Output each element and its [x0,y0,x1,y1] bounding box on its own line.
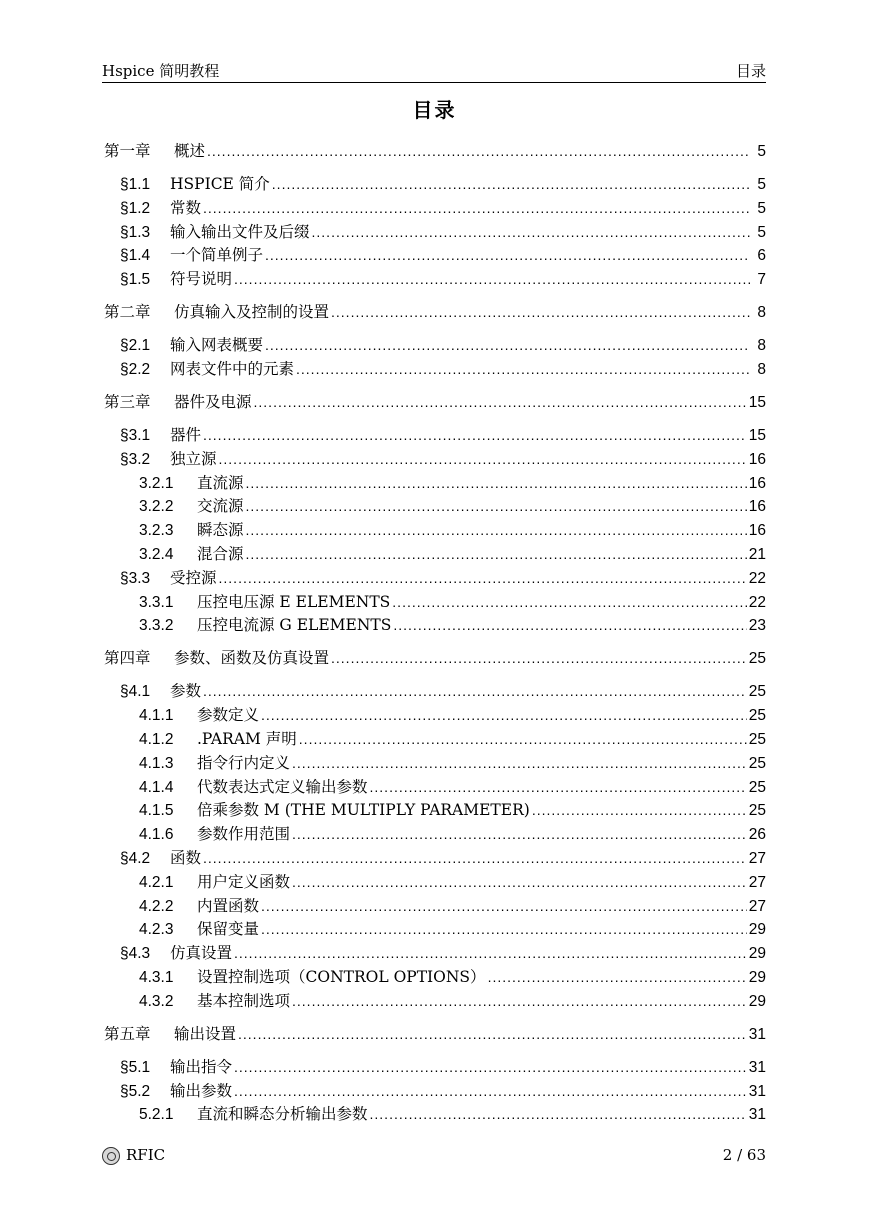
toc-dot-leader [246,519,747,541]
toc-entry-title: 指令行内定义 [197,753,291,772]
toc-entry-number: 4.1.5 [139,802,174,820]
header-doc-title: Hspice 简明教程 [102,62,220,80]
toc-dot-leader [207,140,750,162]
toc-entry-number: 5.2.1 [139,1106,174,1124]
toc-entry-title: 设置控制选项（CONTROL OPTIONS） [197,968,486,986]
toc-entry-page: 16 [748,522,766,540]
toc-entry-number: 第二章 [104,303,151,322]
toc-dot-leader [246,472,747,494]
toc-entry-page: 16 [748,450,766,468]
toc-entry-title: 直流源 [197,473,244,492]
toc-entry-page: 25 [748,650,766,668]
toc-entry-title: 交流源 [197,497,244,516]
toc-entry-page: 8 [757,337,766,355]
toc-entry-page: 15 [748,427,766,444]
toc-entry-title: 用户定义函数 [197,872,291,891]
toc-dot-leader [261,704,747,726]
toc-entry[interactable] [104,140,766,162]
toc-entry-page: 29 [748,969,766,986]
toc-entry[interactable] [104,776,766,798]
toc-entry-page: 16 [748,498,766,516]
toc-entry-page: 27 [748,873,766,891]
toc-entry-page: 8 [757,304,766,322]
toc-dot-leader [299,728,747,750]
toc-entry-title: 网表文件中的元素 [170,360,295,378]
toc-entry-page: 22 [748,569,766,587]
toc-dot-leader [203,424,747,446]
toc-dot-leader [331,301,750,323]
toc-entry-number: §2.1 [120,337,151,355]
toc-entry-number: 4.1.1 [139,707,174,725]
toc-entry[interactable] [104,543,766,565]
toc-entry-title: .PARAM 声明 [197,730,297,748]
toc-entry-title: 一个简单例子 [170,246,264,265]
toc-entry-number: 4.3.2 [139,992,174,1010]
toc-dot-leader [296,358,750,380]
toc-entry[interactable] [104,268,766,290]
toc-entry-title: 瞬态源 [197,521,244,540]
toc-dot-leader [370,776,747,798]
toc-entry-title: 输入输出文件及后缀 [170,222,310,241]
toc-entry-title: 参数 [170,682,202,701]
toc-entry-number: §1.2 [120,199,151,217]
toc-entry[interactable] [104,495,766,517]
toc-entry-title: 符号说明 [170,270,233,289]
toc-entry-page: 27 [748,850,766,867]
toc-entry[interactable] [104,244,766,266]
toc-entry[interactable] [104,847,766,869]
toc-entry-title: 器件及电源 [174,393,252,411]
toc-entry-number: §5.2 [120,1082,151,1100]
page-title: 目录 [412,98,457,122]
toc-entry-number: 4.2.2 [139,897,174,915]
header-section-title: 目录 [735,62,766,80]
toc-entry[interactable] [104,301,766,323]
toc-dot-leader [370,1103,747,1125]
toc-entry[interactable] [104,647,766,669]
toc-entry-number: §4.1 [120,683,151,701]
toc-dot-leader [203,847,747,869]
toc-entry-title: 压控电压源 E ELEMENTS [197,592,391,611]
toc-dot-leader [272,173,750,195]
toc-entry[interactable] [104,918,766,940]
toc-entry-page: 26 [748,826,766,844]
toc-entry-number: 3.2.3 [139,522,174,540]
toc-entry[interactable] [104,448,766,470]
toc-entry-number: 第四章 [104,649,151,668]
toc-entry[interactable] [104,966,766,988]
toc-entry-title: 参数定义 [197,706,260,725]
toc-entry-page: 22 [748,593,766,611]
toc-entry-number: 4.2.3 [139,921,174,939]
toc-entry-page: 31 [748,1058,766,1076]
toc-entry[interactable] [104,728,766,750]
toc-entry[interactable] [104,173,766,195]
toc-entry-title: 保留变量 [197,920,260,939]
toc-dot-leader [392,591,746,613]
toc-entry-number: 4.1.6 [139,826,174,844]
toc-entry-number: 第一章 [104,142,151,160]
toc-entry-page: 5 [757,223,766,241]
toc-entry-title: 内置函数 [197,896,260,915]
toc-entry-title: 器件 [170,426,202,444]
toc-dot-leader [265,244,750,266]
toc-entry-title: 混合源 [197,545,244,563]
toc-entry-title: 受控源 [170,568,217,587]
toc-entry[interactable] [104,704,766,726]
toc-dot-leader [292,823,747,845]
rfic-logo-icon [102,1147,120,1165]
footer-page-number: 2 / 63 [722,1146,766,1164]
toc-dot-leader [261,895,747,917]
toc-entry[interactable] [104,895,766,917]
toc-entry-page: 15 [748,394,766,411]
toc-entry[interactable] [104,1023,766,1045]
toc-entry-page: 29 [748,992,766,1010]
toc-entry-page: 25 [748,683,766,701]
toc-entry-title: 参数、函数及仿真设置 [174,649,330,668]
toc-entry-number: §1.1 [120,176,151,193]
toc-dot-leader [265,334,750,356]
toc-entry-page: 5 [757,199,766,217]
toc-entry-title: 输出设置 [174,1024,237,1043]
toc-entry-page: 16 [748,474,766,492]
toc-entry[interactable] [104,591,766,613]
toc-entry-number: 3.3.2 [139,617,174,635]
toc-entry-page: 29 [748,945,766,963]
toc-entry-page: 27 [748,897,766,915]
toc-dot-leader [203,680,747,702]
toc-entry-number: §3.3 [120,569,151,587]
toc-entry[interactable] [104,567,766,589]
toc-entry-page: 5 [757,143,766,160]
toc-entry[interactable] [104,990,766,1012]
toc-entry-title: 输出参数 [170,1081,233,1100]
toc-entry-page: 8 [757,361,766,378]
toc-entry-number: 4.1.2 [139,731,174,748]
toc-dot-leader [219,448,747,470]
toc-entry-number: §1.4 [120,247,151,265]
toc-entry-number: §1.5 [120,271,151,289]
toc-dot-leader [292,871,747,893]
toc-dot-leader [393,614,746,636]
toc-entry[interactable] [104,871,766,893]
toc-entry-title: 倍乘参数 M (THE MULTIPLY PARAMETER) [197,801,530,820]
toc-entry-number: 4.1.4 [139,778,174,796]
toc-dot-leader [292,752,747,774]
toc-entry-number: 3.2.4 [139,546,174,563]
toc-entry-number: 3.2.2 [139,498,174,516]
toc-dot-leader [532,799,747,821]
toc-dot-leader [331,647,747,669]
toc-entry[interactable] [104,1103,766,1125]
toc-entry-number: §3.1 [120,427,151,444]
toc-entry-number: 第三章 [104,393,151,411]
toc-entry-title: 独立源 [170,449,217,468]
toc-entry[interactable] [104,358,766,380]
toc-entry-page: 31 [748,1025,766,1043]
toc-entry[interactable] [104,391,766,413]
toc-entry-title: 常数 [170,198,202,217]
toc-entry-page: 5 [757,176,766,193]
toc-dot-leader [488,966,747,988]
toc-entry-title: HSPICE 简介 [170,175,270,193]
toc-entry[interactable] [104,197,766,219]
toc-dot-leader [246,495,747,517]
toc-entry-page: 25 [748,802,766,820]
toc-entry[interactable] [104,799,766,821]
footer-brand: RFIC [126,1146,166,1164]
toc-entry-title: 仿真设置 [170,944,233,963]
toc-entry-title: 输入网表概要 [170,336,264,355]
toc-entry[interactable] [104,221,766,243]
toc-entry-page: 25 [748,731,766,748]
toc-dot-leader [234,1080,747,1102]
toc-entry-number: §1.3 [120,223,151,241]
toc-entry-number: 4.1.3 [139,754,174,772]
toc-entry-page: 21 [748,546,766,563]
toc-entry-number: 3.3.1 [139,593,174,611]
toc-entry[interactable] [104,424,766,446]
toc-entry-number: 第五章 [104,1024,151,1043]
toc-entry-page: 25 [748,707,766,725]
toc-entry-title: 参数作用范围 [197,825,291,844]
toc-entry-title: 压控电流源 G ELEMENTS [197,616,392,635]
toc-dot-leader [246,543,747,565]
toc-dot-leader [234,268,750,290]
toc-dot-leader [219,567,747,589]
toc-entry-page: 7 [757,271,766,289]
toc-entry-number: §4.2 [120,850,151,867]
toc-entry-title: 概述 [174,142,206,160]
toc-dot-leader [238,1023,747,1045]
toc-dot-leader [261,918,747,940]
toc-entry-page: 29 [748,921,766,939]
toc-entry[interactable] [104,823,766,845]
toc-entry-number: §4.3 [120,945,151,963]
toc-entry[interactable] [104,334,766,356]
toc-dot-leader [234,942,747,964]
toc-entry[interactable] [104,680,766,702]
toc-entry-page: 25 [748,778,766,796]
page-header [102,58,766,83]
toc-entry-title: 直流和瞬态分析输出参数 [197,1105,368,1124]
toc-entry-number: §2.2 [120,361,151,378]
toc-entry-title: 函数 [170,849,202,867]
toc-entry-page: 6 [757,247,766,265]
toc-entry[interactable] [104,942,766,964]
toc-entry[interactable] [104,519,766,541]
page-footer [102,1146,766,1168]
toc-entry-page: 25 [748,754,766,772]
toc-entry-page: 23 [748,617,766,635]
toc-entry[interactable] [104,1080,766,1102]
toc-dot-leader [203,197,750,219]
toc-entry-title: 基本控制选项 [197,991,291,1010]
toc-dot-leader [312,221,750,243]
toc-entry-number: §5.1 [120,1058,151,1076]
toc-dot-leader [254,391,747,413]
toc-entry-title: 仿真输入及控制的设置 [174,303,330,322]
toc-dot-leader [234,1056,747,1078]
toc-entry[interactable] [104,752,766,774]
toc-entry-page: 31 [748,1082,766,1100]
toc-entry-number: 4.2.1 [139,873,174,891]
toc-entry-number: 4.3.1 [139,969,174,986]
toc-entry-number: §3.2 [120,450,151,468]
toc-entry-title: 代数表达式定义输出参数 [197,777,368,796]
toc-entry[interactable] [104,472,766,494]
toc-entry[interactable] [104,614,766,636]
toc-entry[interactable] [104,1056,766,1078]
toc-entry-page: 31 [748,1106,766,1124]
toc-dot-leader [292,990,747,1012]
toc-entry-title: 输出指令 [170,1057,233,1076]
toc-entry-number: 3.2.1 [139,474,174,492]
